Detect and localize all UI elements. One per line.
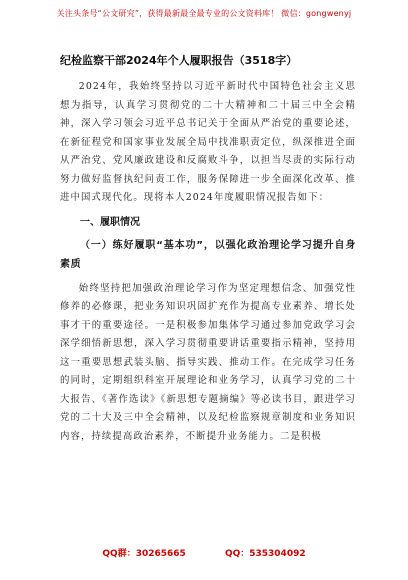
footer-qq: QQ：535304092 <box>224 549 306 559</box>
intro-paragraph: 2024年，我始终坚持以习近平新时代中国特色社会主义思想为指导，认真学习贯彻党的二十大精神和二十届三中全会精神，深入学习领会习近平总书记关于全面从严治党的重要论述，在新征程党和国家事业发展全局中找准职责定位，纵深推进全面从严治党、党风廉政建设和反腐败斗争，以担当尽责的实际行动努力做好监督执纪问责工作，服务保障进一步全面深化改革、推进中国式现代化。现将本人2024年度履职情况报告如下： <box>60 81 356 203</box>
footer-qq-group: QQ群：30265665 <box>102 549 186 559</box>
document-content <box>60 22 356 446</box>
section-heading: 一、履职情况 <box>80 216 140 228</box>
top-banner: 关注头条号“公文研究”，获得最新最全最专业的公文资料库！ 微信：gongwenyj <box>56 9 352 18</box>
document-title: 纪检监察干部2024年个人履职报告（3518字） <box>60 54 298 67</box>
body-paragraph: 始终坚持把加强政治理论学习作为坚定理想信念、加强党性修养的必修课，把业务知识巩固扩充作为提高专业素养、增长处事才干的重要途径。一是积极参加集体学习通过参加党政学习会深学细悟新思想，深入学习贯彻重要讲话重要指示精神，坚持用这一重要思想武装头脑、指导实践、推动工作。在完成学习任务的同时，定期组织科室开展理论和业务学习，认真学习党的二十大报告、《著作选读》《新思想专题摘编》等必读书目，跟进学习党的二十大及三中全会精神，以及纪检监察规章制度和业务知识内容，持续提高政治素养，不断提升业务能力。二是积极 <box>60 282 356 442</box>
subsection-heading: （一）练好履职“基本功”，以强化政治理论学习提升自身素质 <box>60 239 356 270</box>
footer-contacts <box>0 546 408 559</box>
